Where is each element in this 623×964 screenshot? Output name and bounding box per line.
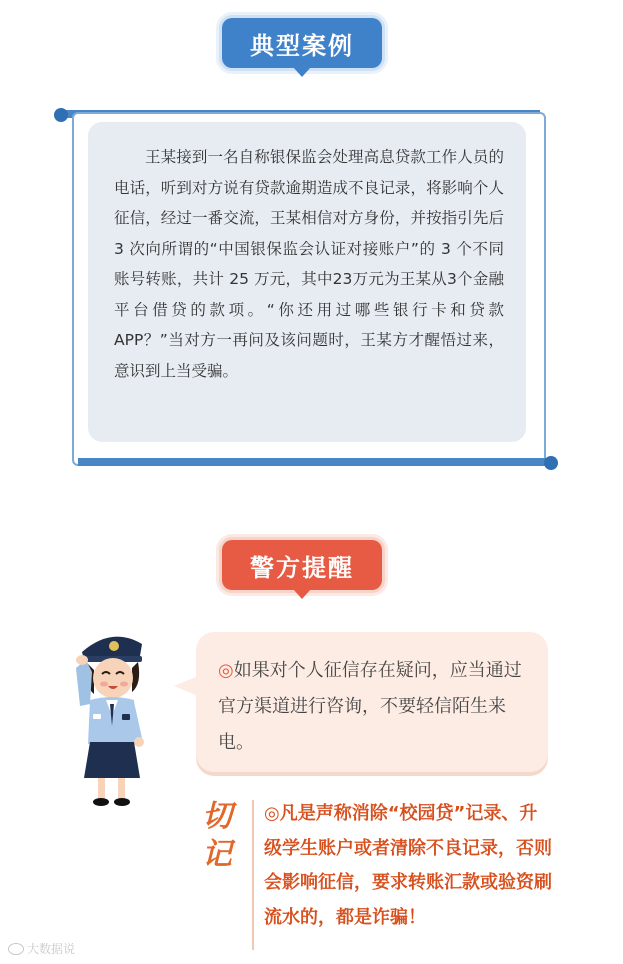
warning-text-body: 凡是声称消除“校园贷”记录、升级学生账户或者清除不良记录，否则会影响征信，要求转账汇款或验资刷流水的，都是诈骗！ [264, 803, 552, 928]
case-section-title [222, 18, 382, 68]
scroll-bottom-bar [78, 458, 554, 466]
watermark-text: 大数据说 [27, 942, 76, 956]
reminder-text [218, 653, 538, 761]
police-officer-illustration [72, 620, 152, 810]
scroll-curl-decoration [54, 108, 68, 122]
remember-divider [252, 800, 254, 950]
case-section-title-text: 典型案例 [250, 30, 354, 60]
bullet-circle-icon: ◎ [218, 660, 234, 681]
bullet-circle-icon: ◎ [264, 803, 280, 824]
watermark-logo-icon [8, 943, 24, 955]
watermark [8, 940, 75, 957]
remember-label [202, 798, 240, 874]
reminder-text-body: 如果对个人征信存在疑问，应当通过官方渠道进行咨询，不要轻信陌生来电。 [218, 660, 522, 753]
remember-char: 记 [202, 837, 232, 872]
police-section-title-text: 警方提醒 [250, 552, 354, 582]
remember-char: 切 [202, 799, 232, 834]
warning-text [264, 797, 554, 935]
case-description: 王某接到一名自称银保监会处理高息贷款工作人员的电话，听到对方说有贷款逾期造成不良记录，将影响个人征信，经过一番交流，王某相信对方身份，并按指引先后 3 次向所谓的“中国银保监会认证对接账户”的 3 个不同账号转账，共计 25 万元，其中23万元为王某从3个金融平台借贷的款项。“你还用过哪些银行卡和贷款 APP？”当对方一再问及该问题时，王某方才醒悟过来，意识到上当受骗。 [114, 148, 504, 380]
scroll-curl-decoration [544, 456, 558, 470]
police-section-title [222, 540, 382, 590]
